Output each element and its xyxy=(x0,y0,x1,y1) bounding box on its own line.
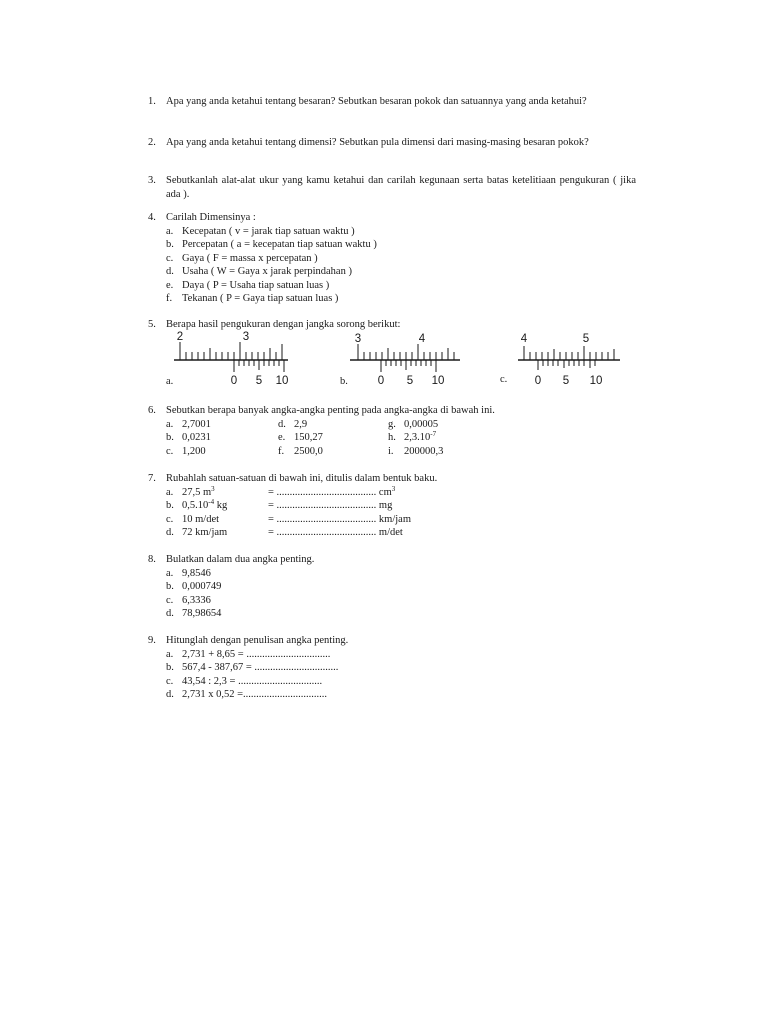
vernier-scale-label: 5 xyxy=(406,375,414,387)
question-text: Apa yang anda ketahui tentang dimensi? Sebutkan pula dimensi dari masing-masing besaran pokok? xyxy=(166,137,589,148)
main-scale-label: 5 xyxy=(582,333,590,345)
caliper-letter: c. xyxy=(500,374,508,385)
vernier-scale-label: 10 xyxy=(431,375,445,387)
item-list xyxy=(166,567,636,621)
question-number: 1. xyxy=(148,96,156,107)
question-1 xyxy=(148,95,636,109)
vernier-scale-label: 5 xyxy=(255,375,263,387)
list-item: d. Usaha ( W = Gaya x jarak perpindahan ) xyxy=(166,266,352,277)
main-scale-ticks xyxy=(518,346,620,370)
item-list xyxy=(166,648,636,702)
item-grid xyxy=(166,418,636,459)
list-item: d. 72 km/jam = ...................................... m/det xyxy=(166,527,403,538)
grid-row xyxy=(166,431,636,445)
caliper-a xyxy=(166,330,296,390)
list-item: a. 27,5 $m^3$ = ...................................... $cm^3$ xyxy=(166,484,396,498)
question-2 xyxy=(148,136,636,150)
answer-blank: = ...................................... xyxy=(268,527,377,538)
item-list xyxy=(166,225,636,306)
question-4 xyxy=(148,211,636,306)
list-item: d. 2,731 x 0,52 =................................ xyxy=(166,689,328,700)
vernier-caliper-diagram xyxy=(514,330,634,390)
main-scale-ticks xyxy=(350,344,460,372)
question-number: 3. xyxy=(148,175,156,186)
list-item: e. Daya ( P = Usaha tiap satuan luas ) xyxy=(166,279,330,291)
question-text: Bulatkan dalam dua angka penting. xyxy=(166,554,315,565)
question-9 xyxy=(148,634,636,702)
question-number: 4. xyxy=(148,212,156,223)
vernier-caliper-diagram xyxy=(342,330,472,390)
list-item: b. Percepatan ( a = kecepatan tiap satuan waktu ) xyxy=(166,239,377,250)
vernier-caliper-diagram xyxy=(166,330,296,390)
question-text: Sebutkanlah alat-alat ukur yang kamu ketahui dan carilah kegunaan serta batas ketelitiaan pengukuran ( jika ada ). xyxy=(166,175,636,200)
question-text: Apa yang anda ketahui tentang besaran? Sebutkan besaran pokok dan satuannya yang anda ketahui? xyxy=(166,96,587,107)
item-list xyxy=(166,486,636,540)
question-text: Hitunglah dengan penulisan angka penting. xyxy=(166,635,349,646)
list-item: b. $0,5.10^{-4}$ kg = ...................................... mg xyxy=(166,498,393,511)
question-text: Rubahlah satuan-satuan di bawah ini, ditulis dalam bentuk baku. xyxy=(166,473,438,484)
list-item: b. 0,000749 xyxy=(166,581,222,592)
main-scale-label: 4 xyxy=(520,333,528,345)
vernier-scale-label: 0 xyxy=(377,375,385,387)
question-number: 2. xyxy=(148,137,156,148)
main-scale-ticks xyxy=(174,342,288,372)
vernier-scale-label: 10 xyxy=(275,375,289,387)
question-8 xyxy=(148,553,636,621)
question-3 xyxy=(148,174,636,201)
caliper-b xyxy=(342,330,472,390)
question-7 xyxy=(148,472,636,540)
grid-cell: d. 2,9 xyxy=(278,418,308,430)
vernier-scale-label: 10 xyxy=(589,375,603,387)
question-number: 5. xyxy=(148,319,156,330)
grid-row xyxy=(166,445,636,459)
list-item: c. Gaya ( F = massa x percepatan ) xyxy=(166,252,318,264)
main-scale-label: 4 xyxy=(418,333,426,345)
main-scale-label: 3 xyxy=(354,333,362,345)
vernier-scale-label: 0 xyxy=(534,375,542,387)
answer-blank: = ...................................... xyxy=(268,500,377,511)
question-text: Berapa hasil pengukuran dengan jangka sorong berikut: xyxy=(166,319,401,330)
caliper-c xyxy=(514,330,634,390)
grid-cell: a. 2,7001 xyxy=(166,418,211,430)
question-text: Carilah Dimensinya : xyxy=(166,212,256,223)
question-text: Sebutkan berapa banyak angka-angka penting pada angka-angka di bawah ini. xyxy=(166,405,495,416)
main-scale-label: 3 xyxy=(242,331,250,343)
list-item: b. 567,4 - 387,67 = ................................ xyxy=(166,662,339,673)
question-6 xyxy=(148,404,636,458)
list-item: c. 43,54 : 2,3 = ................................ xyxy=(166,675,323,687)
grid-cell: g. 0,00005 xyxy=(388,418,439,430)
vernier-scale-label: 0 xyxy=(230,375,238,387)
answer-blank: = ...................................... xyxy=(268,513,377,525)
grid-cell: b. 0,0231 xyxy=(166,432,211,443)
main-scale-label: 2 xyxy=(176,331,184,343)
grid-cell: c. 1,200 xyxy=(166,445,206,457)
grid-cell: i. 200000,3 xyxy=(388,445,444,457)
caliper-letter: b. xyxy=(340,376,348,387)
list-item: c. 10 m/det = ...................................... km/jam xyxy=(166,513,412,525)
question-number: 7. xyxy=(148,473,156,484)
question-number: 6. xyxy=(148,405,156,416)
list-item: f. Tekanan ( P = Gaya tiap satuan luas ) xyxy=(166,293,339,304)
list-item: a. Kecepatan ( v = jarak tiap satuan waktu ) xyxy=(166,225,355,237)
question-number: 9. xyxy=(148,635,156,646)
list-item: a. 9,8546 xyxy=(166,567,211,579)
grid-row xyxy=(166,418,636,432)
grid-cell: f. 2500,0 xyxy=(278,445,323,457)
grid-cell: h. $2,3.10^{-7}$ xyxy=(388,430,437,443)
grid-cell: e. 150,27 xyxy=(278,432,323,443)
answer-blank: = ...................................... xyxy=(268,486,377,498)
vernier-scale-label: 5 xyxy=(562,375,570,387)
list-item: a. 2,731 + 8,65 = ................................ xyxy=(166,648,331,660)
list-item: d. 78,98654 xyxy=(166,608,222,619)
question-number: 8. xyxy=(148,554,156,565)
caliper-letter: a. xyxy=(166,376,174,387)
list-item: c. 6,3336 xyxy=(166,594,211,606)
